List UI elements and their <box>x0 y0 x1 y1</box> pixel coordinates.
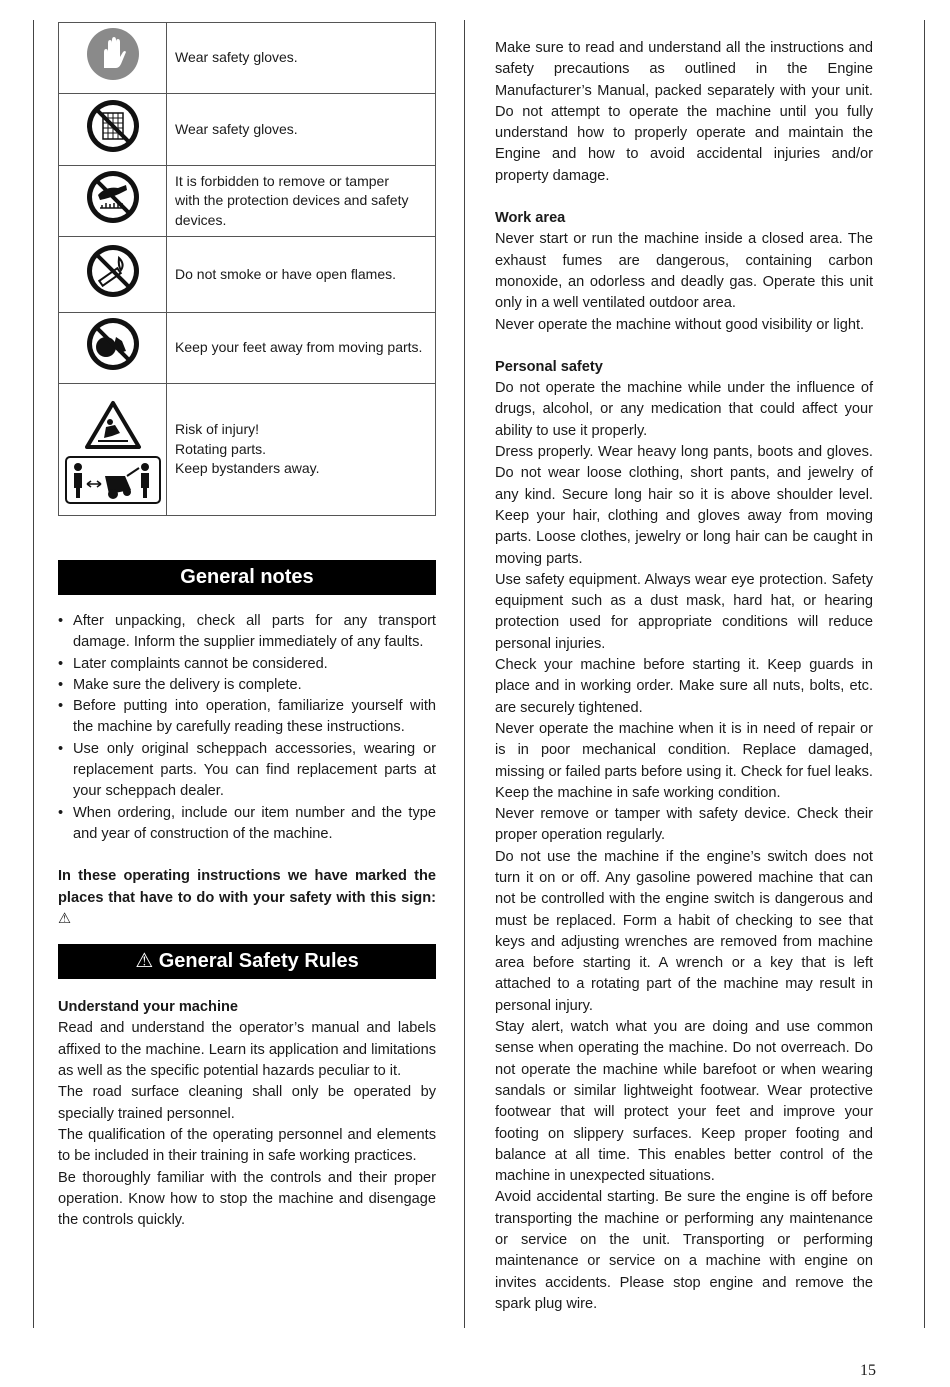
work-area-heading: Work area <box>495 210 566 227</box>
symbol-row <box>59 313 436 384</box>
list-item: • Later complaints cannot be considered. <box>58 654 436 675</box>
symbol-row <box>59 384 436 516</box>
symbol-text-line: Keep your feet away from moving parts. <box>175 339 423 356</box>
paragraph: Use safety equipment. Always wear eye protection. Safety equipment such as a dust mask, hard hat, or hearing protection used for appropriate conditions will reduce personal injuries. <box>495 571 873 652</box>
personal-safety-heading: Personal safety <box>495 358 603 375</box>
paragraph: Never start or run the machine inside a closed area. The exhaust fumes are dangerous, containing carbon monoxide, an odorless and deadly gas. Operate this unit only in a well ventilated outdoor area. <box>495 231 873 312</box>
symbol-text-line: It is forbidden to remove or tamper <box>175 172 389 189</box>
list-item: • Use only original scheppach accessories, wearing or replacement parts. You can find replacement parts at your scheppach dealer. <box>58 739 436 803</box>
symbol-icon-cell <box>59 237 167 313</box>
symbol-row <box>59 94 436 166</box>
symbol-text-cell <box>167 384 436 516</box>
left-column <box>58 22 436 1231</box>
list-item: • After unpacking, check all parts for any transport damage. Inform the supplier immediately of any faults. <box>58 611 436 654</box>
symbol-text-cell <box>167 313 436 384</box>
symbol-text-line: Do not smoke or have open flames. <box>175 265 397 282</box>
symbol-icon-cell <box>59 23 167 94</box>
general-notes-list <box>58 611 436 845</box>
safety-symbols-table <box>58 22 436 516</box>
intro-paragraph: Make sure to read and understand all the instructions and safety precautions as outlined in the Engine Manufacturer’s Manual, packed separately with your unit. Do not attempt to operate the machine until you fully understand how to properly operate and maintain the Engine and how to avoid accidental injuries and/or property damage. <box>495 40 873 184</box>
symbol-text-line: Keep bystanders away. <box>175 460 320 477</box>
paragraph: The road surface cleaning shall only be operated by specially trained personnel. <box>58 1084 436 1122</box>
symbol-icon-cell <box>59 94 167 166</box>
list-item: • When ordering, include our item number and the type and year of construction of the machine. <box>58 803 436 846</box>
paragraph: Do not operate the machine while under the influence of drugs, alcohol, or any medication that could affect your ability to use it properly. <box>495 380 873 439</box>
symbol-text-cell <box>167 166 436 237</box>
understand-machine-heading: Understand your machine <box>58 999 239 1016</box>
symbol-row <box>59 166 436 237</box>
symbol-text-cell <box>167 237 436 313</box>
paragraph: Be thoroughly familiar with the controls and their proper operation. Know how to stop the machine and disengage the controls quickly. <box>58 1169 436 1229</box>
glove-icon <box>86 27 140 81</box>
symbol-text-line: Wear safety gloves. <box>175 49 298 66</box>
paragraph: Read and understand the operator’s manual and labels affixed to the machine. Learn its application and limitations as well as the specific potential hazards peculiar to it. <box>58 1020 436 1080</box>
general-safety-rules-heading: ⚠ General Safety Rules <box>58 944 436 979</box>
paragraph: Never operate the machine without good visibility or light. <box>495 316 865 333</box>
list-item: • Make sure the delivery is complete. <box>58 675 436 696</box>
symbol-text-line: with the protection devices and safety <box>175 192 409 209</box>
symbol-text-line: devices. <box>175 211 227 228</box>
symbol-text-line: Risk of injury! <box>175 421 260 438</box>
prohibited-net-icon <box>86 99 140 153</box>
paragraph: Never operate the machine when it is in need of repair or is in poor mechanical condition. Replace damaged, missing or failed parts before using it. Check for fuel leaks. Keep the machine in safe working condition. <box>495 720 873 801</box>
right-column <box>495 38 873 1315</box>
symbol-icon-cell <box>59 166 167 237</box>
column-divider <box>464 20 465 1328</box>
paragraph: The qualification of the operating personnel and elements to be included in their training in safe working practices. <box>58 1126 436 1165</box>
symbol-row <box>59 23 436 94</box>
page-number: 15 <box>860 1362 876 1379</box>
bystanders-icon <box>65 456 161 504</box>
paragraph: Never remove or tamper with safety device. Check their proper operation regularly. <box>495 806 873 844</box>
warning-injury-icon <box>84 400 142 450</box>
symbol-icon-cell <box>59 313 167 384</box>
paragraph: Avoid accidental starting. Be sure the engine is off before transporting the machine or performing any maintenance or service on the unit. Transporting or performing maintenance or service on a machine with engine on invites accidents. Please stop engine and remove the spark plug wire. <box>495 1189 873 1312</box>
symbol-text-cell <box>167 23 436 94</box>
no-foot-icon <box>86 317 140 371</box>
symbol-text-line: Wear safety gloves. <box>175 120 298 137</box>
general-notes-heading: General notes <box>58 560 436 595</box>
symbol-text-cell <box>167 94 436 166</box>
paragraph: Check your machine before starting it. Keep guards in place and in working order. Make sure all nuts, bolts, etc. are securely tightened. <box>495 657 873 716</box>
right-border-line <box>924 20 925 1328</box>
symbol-row <box>59 237 436 313</box>
left-border-line <box>33 20 34 1328</box>
paragraph: Do not use the machine if the engine’s switch does not turn it on or off. Any gasoline powered machine that can not be controlled with the engine switch is dangerous and must be replaced. Form a habit of checking to see that keys and adjusting wrenches are removed from machine area before starting it. A wrench or a key that is left attached to a rotating part of the machine may result in personal injury. <box>495 848 873 1014</box>
paragraph: Stay alert, watch what you are doing and use common sense when operating the machine. Do not overreach. Do not operate the machine while barefoot or when wearing sandals or similar lightweight footwear. Wear protective footwear that will protect your feet and improve your footing on slippery surfaces. Keep proper footing and balance at all time. This enables better control of the machine in unexpected situations. <box>495 1019 873 1185</box>
paragraph: Dress properly. Wear heavy long pants, boots and gloves. Do not wear loose clothing, short pants, and jewelry of any kind. Secure long hair so it is above shoulder level. Keep your hair, clothing and gloves away from moving parts. Loose clothes, jewelry or long hair can be caught in moving parts. <box>495 444 873 567</box>
safety-sign-note: In these operating instructions we have marked the places that have to do with your safety with this sign: ⚠ <box>58 868 436 927</box>
symbol-text-line: Rotating parts. <box>175 440 267 457</box>
no-tamper-icon <box>86 170 140 224</box>
symbol-icon-cell <box>59 384 167 516</box>
list-item: • Before putting into operation, familiarize yourself with the machine by carefully reading these instructions. <box>58 696 436 739</box>
no-smoking-icon <box>86 244 140 298</box>
